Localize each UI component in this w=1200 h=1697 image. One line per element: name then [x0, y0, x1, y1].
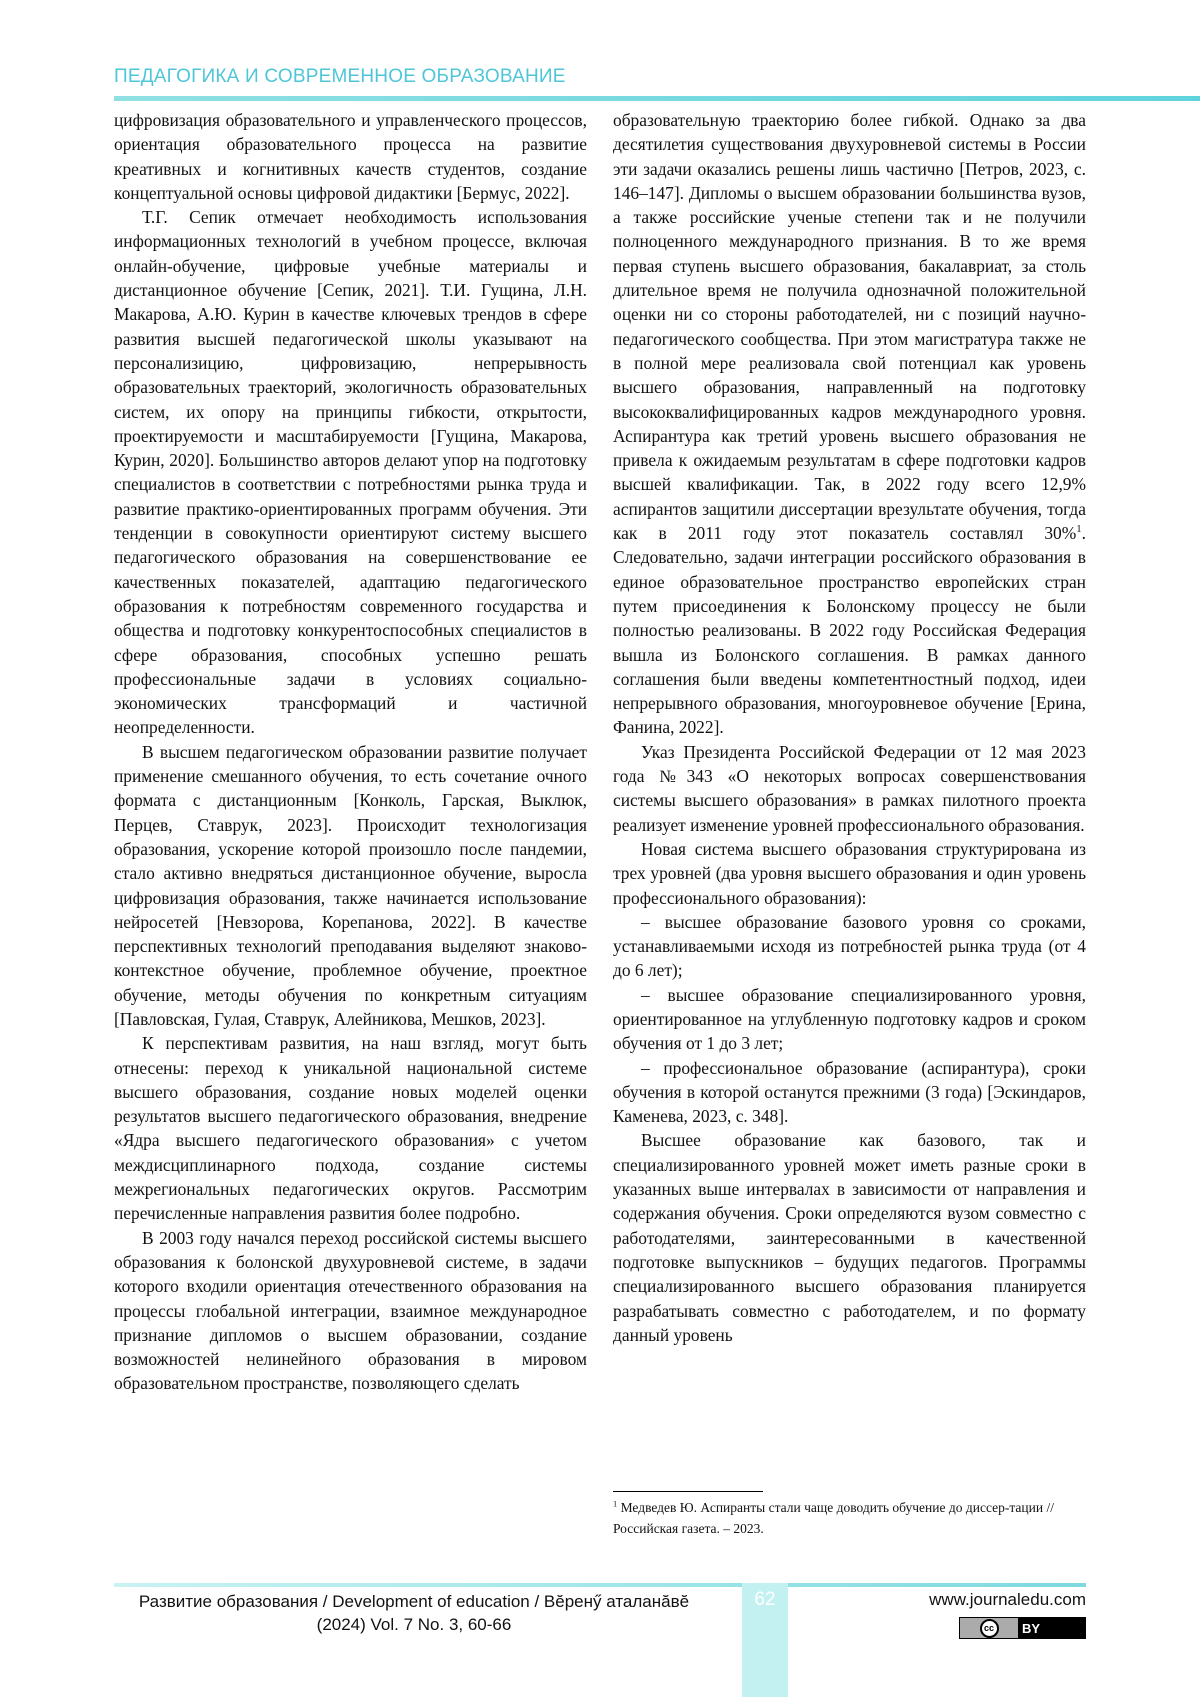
paragraph-text: . Следовательно, задачи интеграции российского образования в единое образовательное пространство европейских стран путем присоединения к Болонскому процессу не были полностью реализованы. В 2022 году Российская Федерация вышла из Болонского соглашения. В рамках данного соглашения были введены компетентностный подход, идеи непрерывного образования, многоуровневое обучение [Ерина, Фанина, 2022].: [613, 523, 1086, 738]
paragraph: В 2003 году начался переход российской системы высшего образования к болонской двухуровневой системе, в задачи которого входили ориентация отечественного образования на процессы глобальной интеграции, взаимное международное признание дипломов о высшем образовании, создание возможностей нелинейного образования в мировом образовательном пространстве, позволяющего сделать: [114, 1227, 587, 1394]
paragraph: цифровизация образовательного и управленческого процессов, ориентация образовательного процесса на развитие креативных и когнитивных качеств студентов, создание концептуальной основы цифровой дидактики [Бермус, 2022].: [114, 110, 587, 203]
website-link[interactable]: www.journaledu.com: [929, 1590, 1086, 1609]
header-rule: [114, 96, 1200, 101]
cc-by-license-badge[interactable]: [959, 1617, 1086, 1639]
right-column: [613, 108, 1086, 1347]
footnote-text: Медведев Ю. Аспиранты стали чаще доводить обучение до диссер-тации // Российская газета. – 2023.: [613, 1500, 1054, 1536]
paragraph: [613, 108, 1086, 740]
running-title: ПЕДАГОГИКА И СОВРЕМЕННОЕ ОБРАЗОВАНИЕ: [114, 66, 566, 87]
list-item: – профессиональное образование (аспирантура), сроки обучения в которой останутся прежними (3 года) [Эскиндаров, Каменева, 2023, с. 348].: [613, 1057, 1086, 1127]
footer-rule: [114, 1583, 1086, 1587]
page-number: 62: [754, 1589, 776, 1610]
paragraph: Т.Г. Сепик отмечает необходимость использования информационных технологий в учебном процессе, включая онлайн-обучение, цифровые учебные материалы и дистанционное обучение [Сепик, 2021]. Т.И. Гущина, Л.Н. Макарова, А.Ю. Курин в качестве ключевых трендов в сфере развития высшей педагогической школы указывают на персонализицию, цифровизацию, непрерывность образовательных траекторий, экологичность образовательных систем, их опору на принципы гибкости, открытости, проектируемости и масштабируемости [Гущина, Макарова, Курин, 2020]. Большинство авторов делают упор на подготовку специалистов в соответствии с потребностями рынка труда и развитие практико-ориентированных программ обучения. Эти тенденции в совокупности ориентируют систему высшего педагогического образования на совершенствование ее качественных показателей, адаптацию педагогического образования к потребностям современного государства и общества и подготовку конкурентоспособных специалистов в сфере образования, способных успешно решать профессиональные задачи в условиях социально-экономических трансформаций и частичной неопределенности.: [114, 207, 587, 738]
footnote: [613, 1497, 1086, 1539]
list-item: – высшее образование специализированного уровня, ориентированное на углубленную подготовку кадров и сроком обучения от 1 до 3 лет;: [613, 984, 1086, 1054]
paragraph: Новая система высшего образования структурирована из трех уровней (два уровня высшего образования и один уровень профессионального образования):: [613, 838, 1086, 908]
creative-commons-icon: cc: [980, 1619, 999, 1638]
paragraph: Высшее образование как базового, так и специализированного уровней может иметь разные сроки в указанных выше интервалах в зависимости от направления и содержания обучения. Сроки определяются вузом совместно с работодателями, заинтересованными в качественной подготовке выпускников – будущих педагогов. Программы специализированного высшего образования планируется разрабатывать совместно с работодателем, и по формату данный уровень: [613, 1130, 1086, 1345]
cc-icon-area: [960, 1618, 1018, 1638]
journal-citation: [114, 1590, 714, 1636]
footnote-rule: [613, 1491, 763, 1492]
paragraph: К перспективам развития, на наш взгляд, могут быть отнесены: переход к уникальной национальной системе высшего образования, создание новых моделей оценки результатов высшего педагогического образования, внедрение «Ядра высшего педагогического образования» с учетом междисциплинарного подхода, создание системы межрегиональных педагогических округов. Рассмотрим перечисленные направления развития более подробно.: [114, 1033, 587, 1224]
journal-title: Развитие образования / Development of education / Вĕренӳ аталанăвĕ: [138, 1592, 690, 1611]
journal-volume: (2024) Vol. 7 No. 3, 60-66: [316, 1615, 512, 1634]
footnote-number: 1: [613, 1499, 618, 1509]
license-label: BY: [1022, 1620, 1041, 1636]
paragraph: Указ Президента Российской Федерации от 12 мая 2023 года №343 «О некоторых вопросах совершенствования системы высшего образования» в рамках пилотного проекта реализует изменение уровней профессионального образования.: [613, 741, 1086, 835]
paragraph-text: образовательную траекторию более гибкой. Однако за два десятилетия существования двухуровневой системы в России эти задачи оказались решены лишь частично [Петров, 2023, с. 146–147]. Дипломы о высшем образовании большинства вузов, а также российские ученые степени так и не получили полноценного международного признания. В то же время первая ступень высшего образования, бакалавриат, за столь длительное время не получила однозначной положительной оценки ни со стороны работодателей, ни с позиций научно-педагогического сообщества. При этом магистратура также не в полной мере реализовала свой потенциал как уровень высшего образования, направленный на подготовку высококвалифицированных кадров международного уровня. Аспирантура как третий уровень высшего образования не привела к ожидаемым результатам в сфере подготовки кадров высшей квалификации. Так, в 2022 году всего 12,9% аспирантов защитили диссертации врезультате обучения, тогда как в 2011 году этот показатель составлял 30%: [613, 110, 1086, 544]
left-column: [114, 108, 587, 1396]
footnote-marker[interactable]: 1: [1076, 523, 1082, 536]
list-item: – высшее образование базового уровня со сроками, устанавливаемыми исходя из потребностей рынка труда (от 4 до 6 лет);: [613, 911, 1086, 981]
paragraph: В высшем педагогическом образовании развитие получает применение смешанного обучения, то есть сочетание очного формата с дистанционным [Конколь, Гарская, Выклюк, Перцев, Ставрук, 2023]. Происходит технологизация образования, ускорение которой произошло после пандемии, стало активно внедряться дистанционное обучение, выросла цифровизация образования, также начинается использование нейросетей [Невзорова, Корепанова, 2022]. В качестве перспективных технологий преподавания выделяют знаково-контекстное обучение, проблемное обучение, проектное обучение, методы обучения по конкретным ситуациям [Павловская, Гулая, Ставрук, Алейникова, Мешков, 2023].: [114, 741, 587, 1029]
